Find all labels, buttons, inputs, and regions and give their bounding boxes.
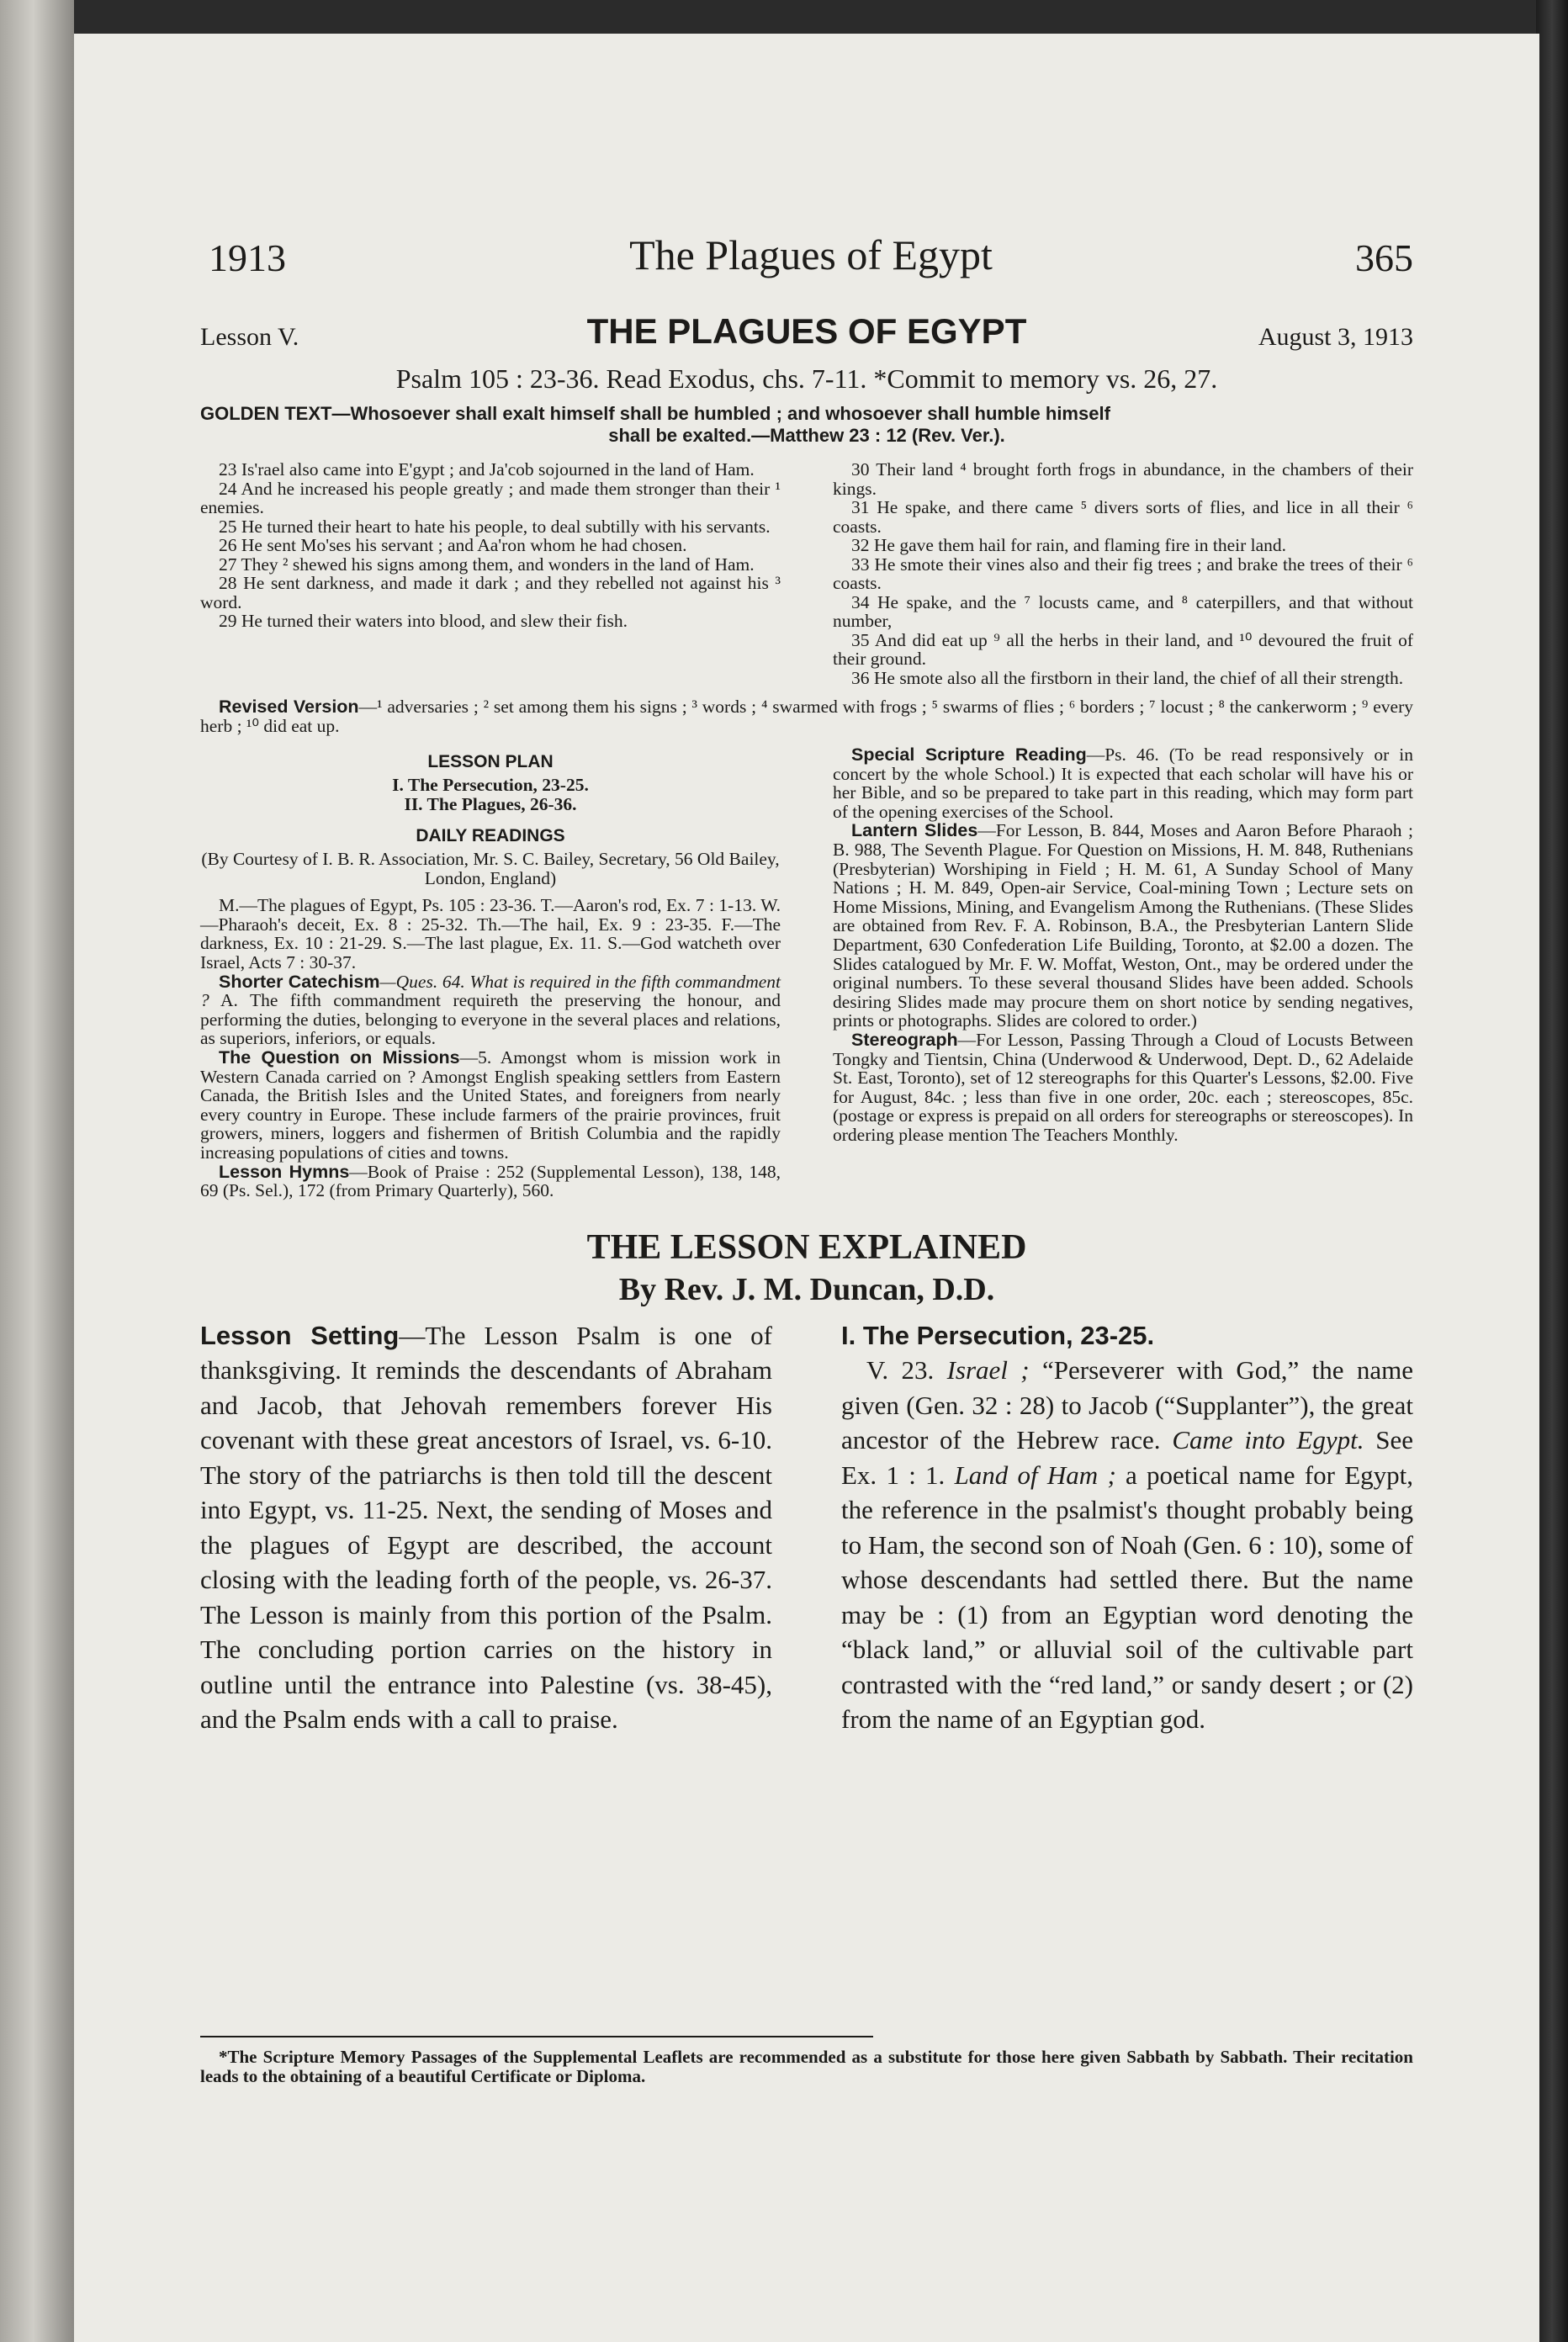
lesson-hymns — [200, 1163, 781, 1200]
explained-author: By Rev. J. M. Duncan, D.D. — [618, 1271, 995, 1307]
lantern-text: —For Lesson, B. 844, Moses and Aaron Before Pharaoh ; B. 988, The Seventh Plague. For Question on Missions, H. M. 848, Ruthenians (Presbyterian) Worshiping in Field ; H. M. 61, A Sunday School of Many Nations ; H. M. 849, Open-air Service, Coal-mining Town ; Lecture sets on Home Missions, Mining, and Evangelism Among the Ruthenians. (These Slides are obtained from Rev. F. A. Robinson, B.A., the Presbyterian Lantern Slide Department, 630 Confederation Life Building, Toronto, at $2.00 a dozen. The Slides catalogued by Mr. F. W. Moffat, Weston, Ont., may be ordered under the original numbers. To these several thousand Slides have been added. Schools desiring Slides made may procure them on short notice by sending negatives, prints or photographs. Slides are colored to order.) — [833, 820, 1413, 1031]
verse: 29 He turned their waters into blood, and slew their fish. — [219, 611, 628, 631]
helps-left — [200, 745, 781, 1200]
verse-23-comment — [841, 1353, 1413, 1737]
scripture-columns — [200, 460, 1413, 687]
daily-readings-courtesy: (By Courtesy of I. B. R. Association, Mr. S. C. Bailey, Secretary, 56 Old Bailey, London, England) — [201, 849, 780, 888]
golden-text — [200, 403, 1413, 447]
verse: 27 They ² shewed his signs among them, and wonders in the land of Ham. — [219, 554, 755, 575]
stereograph — [833, 1031, 1413, 1145]
lesson-date: August 3, 1913 — [1258, 323, 1413, 351]
verse: 32 He gave them hail for rain, and flaming fire in their land. — [851, 535, 1287, 555]
explained-right — [841, 1318, 1413, 1737]
daily-readings-heading: DAILY READINGS — [416, 826, 565, 845]
verse: 28 He sent darkness, and made it dark ; and they rebelled not against his ³ word. — [200, 573, 781, 612]
lesson-plan-item: II. The Plagues, 26-36. — [404, 794, 577, 814]
v23-text-1: “Perseverer with God,” the name given (Gen. 32 : 28) to Jacob (“Supplanter”), the great ancestor of the Hebrew race. — [841, 1355, 1413, 1455]
verse: 33 He smote their vines also and their fig trees ; and brake the trees of their ⁶ coasts. — [833, 554, 1413, 593]
setting-text: —The Lesson Psalm is one of thanksgiving. It reminds the descendants of Abraham and Jacob, that Jehovah remembers forever His covenant with these great ancestors of Israel, vs. 6-10. The story of the patriarchs is then told till the descent into Egypt, vs. 11-25. Next, the sending of Moses and the plagues of Egypt are described, the account closing with the leading forth of the people, vs. 26-37. The Lesson is mainly from this portion of the Psalm. The concluding portion carries on the history in outline until the entrance into Palestine (vs. 38-45), and the Psalm ends with a call to praise. — [200, 1320, 772, 1735]
revised-version-label: Revised Version — [219, 697, 359, 717]
v23-ref: V. 23. — [866, 1355, 947, 1386]
explained-left — [200, 1318, 772, 1737]
shorter-catechism — [200, 972, 781, 1048]
page-number: 365 — [1355, 236, 1413, 279]
verse: 24 And he increased his people greatly ; and made them stronger than their ¹ enemies. — [200, 478, 781, 517]
page-edge-left — [0, 0, 74, 2342]
helps-columns — [200, 745, 1413, 1200]
hymns-label: Lesson Hymns — [219, 1161, 350, 1182]
lantern-label: Lantern Slides — [851, 820, 978, 841]
stereograph-text: —For Lesson, Passing Through a Cloud of Locusts Between Tongky and Tientsin, China (Underwood & Underwood, Dept. D., 62 Adelaide St. East, Toronto), set of 12 stereographs for this Quarter's Lessons, $2.00. Five for August, 84c. ; less than five in one order, 20c. each ; stereoscopes, 85c. (postage or express is prepaid on all orders for stereographs or stereoscopes). In ordering please mention The Teachers Monthly. — [833, 1029, 1413, 1145]
verse: 26 He sent Mo'ses his servant ; and Aa'ron whom he had chosen. — [219, 535, 687, 555]
missions-label: The Question on Missions — [219, 1046, 460, 1068]
running-title: The Plagues of Egypt — [629, 231, 993, 278]
golden-text-line2: shall be exalted.—Matthew 23 : 12 (Rev. Ver.). — [608, 425, 1005, 446]
lesson-title: THE PLAGUES OF EGYPT — [586, 311, 1027, 351]
verses-left — [200, 460, 781, 687]
hymns-text: —Book of Praise : 252 (Supplemental Lesson), 138, 148, 69 (Ps. Sel.), 172 (from Primary Quarterly), 560. — [200, 1161, 781, 1201]
v23-text-2: See Ex. 1 : 1. — [841, 1425, 1413, 1490]
golden-text-line1: —Whosoever shall exalt himself shall be humbled ; and whosoever shall humble himself — [331, 403, 1110, 424]
verse: 23 Is'rael also came into E'gypt ; and Ja'cob sojourned in the land of Ham. — [219, 459, 755, 480]
book-page — [74, 34, 1539, 2342]
explained-heading: THE LESSON EXPLAINED — [586, 1227, 1027, 1267]
stereograph-label: Stereograph — [851, 1029, 958, 1050]
catechism-answer: A. The fifth commandment requireth the preserving the honour, and performing the duties, belonging to everyone in the several places and relations, as superiors, inferiors, or equals. — [200, 990, 781, 1049]
verse: 36 He smote also all the firstborn in their land, the chief of all their strength. — [851, 667, 1404, 688]
page-edge-right — [1536, 0, 1568, 2342]
v23-israel: Israel ; — [946, 1355, 1030, 1386]
daily-readings-text: M.—The plagues of Egypt, Ps. 105 : 23-36. T.—Aaron's rod, Ex. 7 : 1-13. W.—Pharaoh's deceit, Ex. 8 : 25-32. Th.—The hail, Ex. 9 : 23-35. F.—The darkness, Ex. 10 : 21-29. S.—The last plague, Ex. 11. S.—God watcheth over Israel, Acts 7 : 30-37. — [200, 895, 781, 972]
lesson-content — [200, 311, 1413, 1737]
lesson-plan-heading: LESSON PLAN — [427, 752, 554, 771]
setting-label: Lesson Setting — [200, 1320, 400, 1350]
golden-text-label: GOLDEN TEXT — [200, 403, 332, 424]
helps-right — [833, 745, 1413, 1200]
verse: 30 Their land ⁴ brought forth frogs in abundance, in the chambers of their kings. — [833, 459, 1413, 499]
lesson-number: Lesson V. — [200, 323, 299, 351]
verse: 25 He turned their heart to hate his people, to deal subtilly with his servants. — [219, 516, 771, 537]
revised-version — [200, 697, 1413, 735]
verse: 31 He spake, and there came ⁵ divers sorts of flies, and lice in all their ⁶ coasts. — [833, 497, 1413, 537]
year: 1913 — [209, 236, 286, 279]
question-on-missions — [200, 1048, 781, 1163]
special-reading-text: —Ps. 46. (To be read responsively or in concert by the whole School.) It is expected that each scholar will have his or her Bible, and so be prepared to take part in this reading, which may form part of the opening exercises of the School. — [833, 744, 1413, 822]
footnote-rule — [200, 2036, 873, 2037]
footnote: *The Scripture Memory Passages of the Supplemental Leaflets are recommended as a substitute for those here given Sabbath by Sabbath. Their recitation leads to the obtaining of a beautiful Certificate or Diploma. — [200, 2047, 1413, 2086]
catechism-label: Shorter Catechism — [219, 971, 380, 992]
verse: 34 He spake, and the ⁷ locusts came, and ⁸ caterpillers, and that without number, — [833, 591, 1413, 631]
revised-version-text: —¹ adversaries ; ² set among them his signs ; ³ words ; ⁴ swarmed with frogs ; ⁵ swarms of flies ; ⁶ borders ; ⁷ locust ; ⁸ the cankerworm ; ⁹ every herb ; ¹⁰ did eat up. — [200, 697, 1413, 736]
v23-came: Came into Egypt. — [1172, 1425, 1364, 1455]
lesson-plan-item: I. The Persecution, 23-25. — [392, 775, 589, 795]
missions-text: —5. Amongst whom is mission work in Western Canada carried on ? Amongst English speaking settlers from Eastern Canada, the British Isles and the United States, and foreigners from nearly every country in Europe. These include farmers of the prairie provinces, fruit growers, miners, loggers and fishermen of British Columbia and the rapidly increasing populations of cities and towns. — [200, 1046, 781, 1163]
v23-ham: Land of Ham ; — [954, 1460, 1116, 1490]
lantern-slides — [833, 821, 1413, 1031]
v23-text-3: a poetical name for Egypt, the reference in the psalmist's thought probably being to Ham, the second son of Noah (Gen. 6 : 10), some of whose descendants had settled there. But the name may be : (1) from an Egyptian word denoting the “black land,” or alluvial soil of the cultivable part contrasted with the “red land,” or sandy desert ; or (2) from the name of an Egyptian god. — [841, 1460, 1413, 1735]
verses-right — [833, 460, 1413, 687]
special-reading-label: Special Scripture Reading — [851, 744, 1087, 765]
section-heading: I. The Persecution, 23-25. — [841, 1320, 1155, 1350]
special-scripture-reading — [833, 745, 1413, 821]
lesson-header — [200, 311, 1413, 360]
verse: 35 And did eat up ⁹ all the herbs in their land, and ¹⁰ devoured the fruit of their ground. — [833, 629, 1413, 669]
running-head — [209, 219, 1413, 294]
catechism-question: —Ques. 64. What is required in the fifth commandment ? — [200, 971, 781, 1011]
explained-columns — [200, 1318, 1413, 1737]
lesson-references: Psalm 105 : 23-36. Read Exodus, chs. 7-11. *Commit to memory vs. 26, 27. — [395, 363, 1218, 394]
